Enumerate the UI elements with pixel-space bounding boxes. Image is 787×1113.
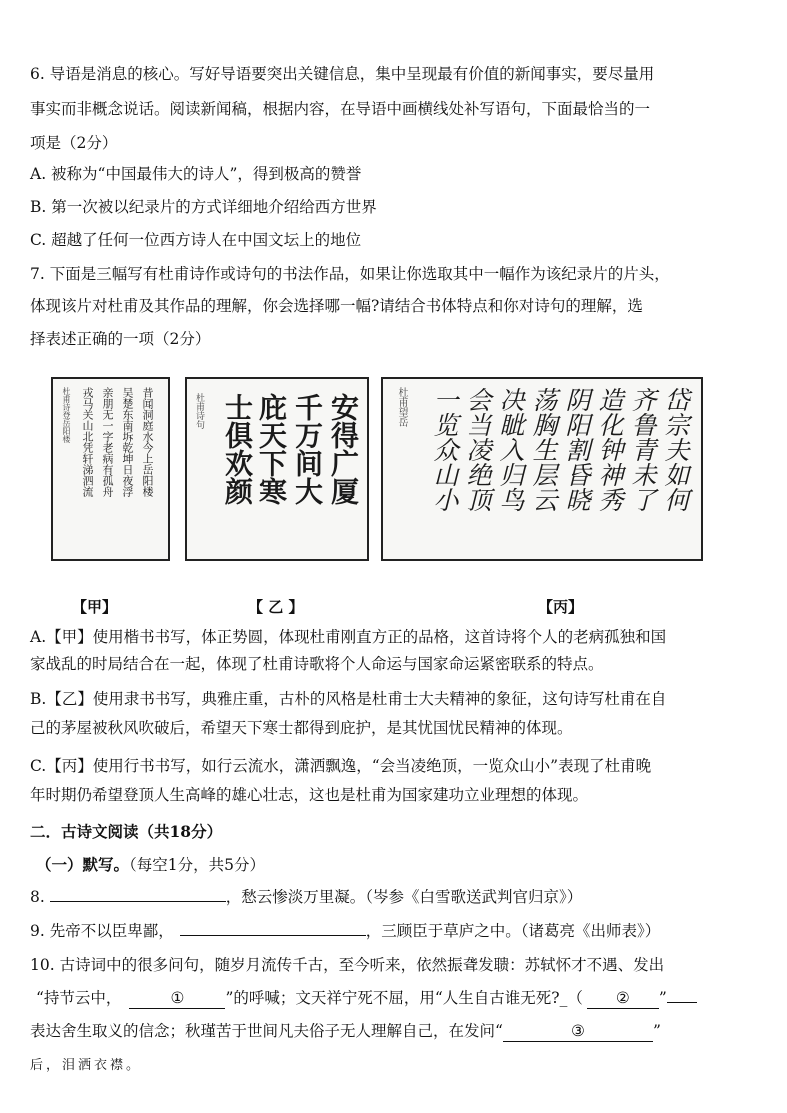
q6-stem-line-2: 事实而非概念说话。阅读新闻稿，根据内容，在导语中画横线处补写语句，下面最恰当的一 <box>30 100 651 118</box>
q7-option-b-line-1: B.【乙】使用隶书书写，典雅庄重，古朴的风格是杜甫士大夫精神的象征，这句诗写杜甫在自 <box>30 690 667 708</box>
q6-option-c: C. 超越了任何一位西方诗人在中国文坛上的地位 <box>30 231 362 249</box>
q10-text: ” <box>652 1022 661 1040</box>
calligraphy-bing-image <box>381 377 703 561</box>
caption-bing: 【丙】 <box>538 598 584 616</box>
q8-answer-blank[interactable] <box>50 887 226 902</box>
calligraphy-jia-column: 昔闻洞庭水今上岳阳楼 <box>141 387 154 497</box>
caption-jia: 【甲】 <box>72 598 118 616</box>
calligraphy-bing-column: 会当凌绝顶 <box>463 387 492 512</box>
q10-line-1: 10. 古诗词中的很多问句，随岁月流传千古，至今听来，依然振聋发聩：苏轼怀才不遇、发出 <box>30 956 665 974</box>
calligraphy-jia-column: 戎马关山北凭轩涕泗流 <box>81 387 94 497</box>
q6-option-a: A. 被称为“中国最伟大的诗人”，得到极高的赞誉 <box>30 165 362 183</box>
q10-text: ” <box>658 989 667 1007</box>
q10-line-2 <box>36 988 697 1009</box>
q9-answer-blank[interactable] <box>180 921 366 936</box>
q10-text: 表达舍生取义的信念；秋瑾苦于世间凡夫俗子无人理解自己，在发问“ <box>30 1022 503 1040</box>
q6-option-b: B. 第一次被以纪录片的方式详细地介绍给西方世界 <box>30 198 377 216</box>
q9-line <box>30 921 660 941</box>
q10-line-3 <box>30 1021 661 1042</box>
calligraphy-yi-column: 庇天下寒 <box>255 393 288 505</box>
calligraphy-yi-signature: 杜甫诗句 <box>194 393 204 429</box>
q10-blank-2[interactable]: ② <box>587 988 659 1009</box>
q10-blank-2-tail <box>667 988 697 1003</box>
q10-blank-1[interactable]: ① <box>129 988 225 1009</box>
calligraphy-yi-image <box>185 377 369 561</box>
calligraphy-jia-column: 亲朋无一字老病有孤舟 <box>101 387 114 497</box>
q7-stem-line-2: 体现该片对杜甫及其作品的理解，你会选择哪一幅?请结合书体特点和你对诗句的理解，选 <box>30 297 643 315</box>
calligraphy-bing-column: 荡胸生层云 <box>529 387 558 512</box>
q8-number: 8. <box>30 888 50 906</box>
q10-line-4: 后，泪洒衣襟。 <box>30 1058 143 1073</box>
subsection-score: （每空1分，共5分） <box>129 856 265 874</box>
q6-stem-line-1: 6. 导语是消息的核心。写好导语要突出关键信息，集中呈现最有价值的新闻事实，要尽量用 <box>30 65 655 83</box>
q7-option-c-line-2: 年时期仍希望登顶人生高峰的雄心壮志，这也是杜甫为国家建功立业理想的体现。 <box>30 786 589 804</box>
calligraphy-bing-column: 决眦入归鸟 <box>496 387 525 512</box>
calligraphy-yi-column: 千万间大 <box>291 393 324 505</box>
q8-line <box>30 887 582 907</box>
q7-stem-line-1: 7. 下面是三幅写有杜甫诗作或诗句的书法作品，如果让你选取其中一幅作为该纪录片的片头， <box>30 265 670 283</box>
q6-stem-line-3: 项是（2分） <box>30 134 118 152</box>
q7-option-b-line-2: 己的茅屋被秋风吹破后，希望天下寒士都得到庇护，是其忧国忧民精神的体现。 <box>30 719 573 737</box>
section-2-subtitle <box>36 855 265 875</box>
section-2-title: 二．古诗文阅读（共18分） <box>30 822 223 841</box>
q7-option-a-line-2: 家战乱的时局结合在一起，体现了杜甫诗歌将个人命运与国家命运紧密联系的特点。 <box>30 655 604 673</box>
calligraphy-jia-column: 吴楚东南坼乾坤日夜浮 <box>121 387 134 497</box>
calligraphy-bing-signature: 杜甫望岳 <box>396 387 407 427</box>
calligraphy-bing-column: 齐鲁青未了 <box>628 387 657 512</box>
q7-stem-line-3: 择表述正确的一项（2分） <box>30 330 211 348</box>
calligraphy-bing-column: 阴阳割昏晓 <box>562 387 591 512</box>
q8-text: ，愁云惨淡万里凝。（岑参《白雪歌送武判官归京》） <box>225 888 583 906</box>
calligraphy-bing-column: 一览众山小 <box>430 387 459 512</box>
calligraphy-yi-column: 安得广厦 <box>327 393 360 505</box>
q9-prefix: 9. 先帝不以臣卑鄙， <box>30 922 174 940</box>
calligraphy-yi-column: 士俱欢颜 <box>221 393 254 505</box>
q10-text: ”的呼喊；文天祥宁死不屈，用“人生自古谁无死?_（ <box>225 989 583 1007</box>
q10-blank-3[interactable]: ③ <box>503 1021 653 1042</box>
calligraphy-jia-image <box>51 377 170 561</box>
subsection-title: （一）默写。 <box>36 855 130 874</box>
calligraphy-bing-column: 岱宗夫如何 <box>661 387 690 512</box>
q9-suffix: ，三顾臣于草庐之中。（诸葛亮《出师表》） <box>365 922 661 940</box>
calligraphy-bing-column: 造化钟神秀 <box>595 387 624 512</box>
q7-option-a-line-1: A.【甲】使用楷书书写，体正势圆，体现杜甫刚直方正的品格，这首诗将个人的老病孤独和国 <box>30 628 667 646</box>
caption-yi: 【 乙 】 <box>248 598 304 616</box>
q7-option-c-line-1: C.【丙】使用行书书写，如行云流水，潇洒飘逸，“会当凌绝顶，一览众山小”表现了杜甫晚 <box>30 757 652 775</box>
calligraphy-jia-signature: 杜甫诗登岳阳楼 <box>62 387 71 443</box>
q10-text: “持节云中， <box>36 989 122 1007</box>
